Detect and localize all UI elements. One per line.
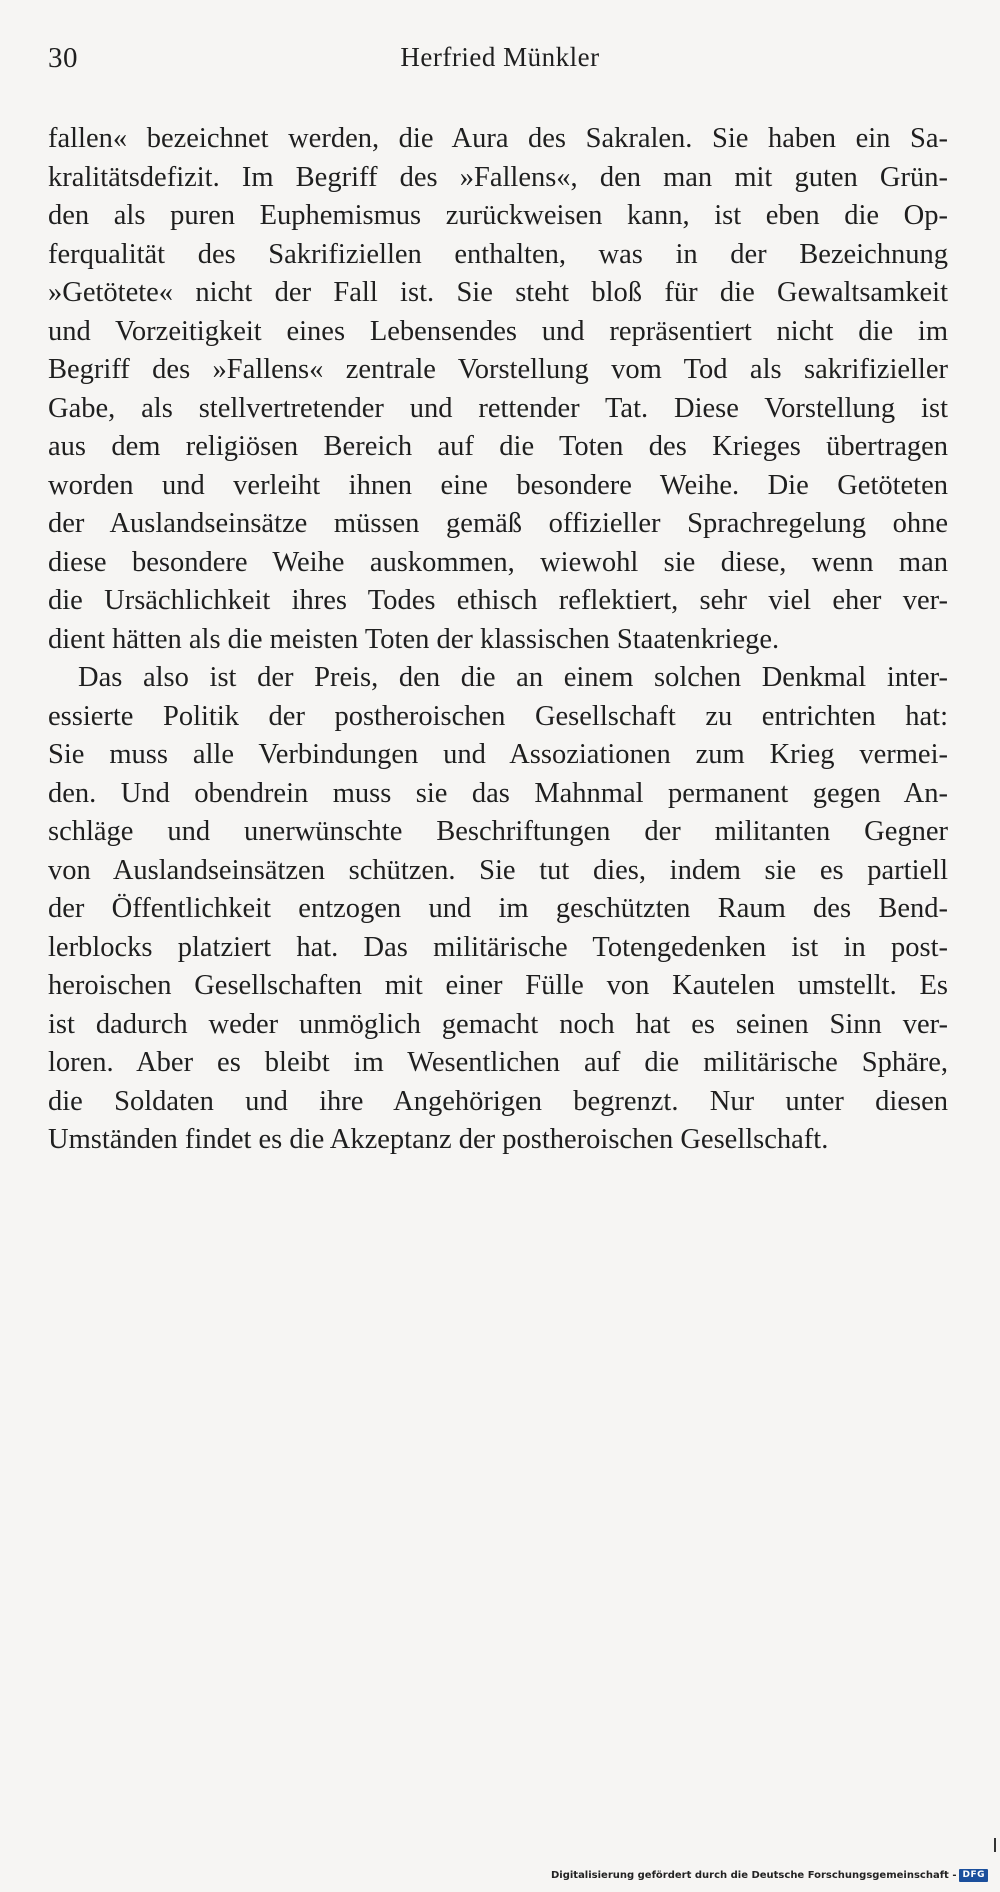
text-line: der Öffentlichkeit entzogen und im geschützten Raum des Bend- <box>48 893 948 924</box>
text-line: worden und verleiht ihnen eine besondere Weihe. Die Getöteten <box>48 469 948 501</box>
text-line: dient hätten als die meisten Toten der klassischen Staatenkriege. <box>48 623 780 655</box>
text-line: schläge und unerwünschte Beschriftungen der militanten Gegner <box>48 816 948 847</box>
text-line: loren. Aber es bleibt im Wesentlichen auf die militärische Sphäre, <box>48 1047 948 1078</box>
text-line: der Auslandseinsätze müssen gemäß offizieller Sprachregelung ohne <box>48 508 948 539</box>
funding-credit: Digitalisierung gefördert durch die Deutsche Forschungsgemeinschaft - <box>550 1870 957 1881</box>
text-line: fallen« bezeichnet werden, die Aura des Sakralen. Sie haben ein Sa- <box>48 123 948 154</box>
text-line: ferqualität des Sakrifiziellen enthalten, was in der Bezeichnung <box>48 238 948 270</box>
text-line: ist dadurch weder unmöglich gemacht noch hat es seinen Sinn ver- <box>48 1008 948 1040</box>
page-header <box>48 42 952 82</box>
text-line: Gabe, als stellvertretender und rettender Tat. Diese Vorstellung ist <box>48 392 948 424</box>
text-line: heroischen Gesellschaften mit einer Fülle von Kautelen umstellt. Es <box>48 970 948 1001</box>
text-line: den. Und obendrein muss sie das Mahnmal permanent gegen An- <box>48 777 948 809</box>
paragraph-2 <box>48 659 948 1160</box>
text-line: Umständen findet es die Akzeptanz der postheroischen Gesellschaft. <box>48 1124 829 1155</box>
text-line: und Vorzeitigkeit eines Lebensendes und repräsentiert nicht die im <box>48 315 948 347</box>
text-line: »Getötete« nicht der Fall ist. Sie steht bloß für die Gewaltsamkeit <box>48 277 948 308</box>
page-number: 30 <box>48 42 78 74</box>
paragraph-1 <box>48 120 948 659</box>
text-line: diese besondere Weihe auskommen, wiewohl sie diese, wenn man <box>48 546 948 578</box>
text-line: Das also ist der Preis, den die an einem solchen Denkmal inter- <box>78 662 948 693</box>
text-line: von Auslandseinsätzen schützen. Sie tut dies, indem sie es partiell <box>48 854 948 886</box>
text-line: Begriff des »Fallens« zentrale Vorstellung vom Tod als sakrifizieller <box>48 354 948 385</box>
scan-edge-mark <box>994 1838 996 1852</box>
text-line: die Soldaten und ihre Angehörigen begrenzt. Nur unter diesen <box>48 1085 948 1117</box>
body-text <box>48 120 948 1160</box>
text-line: Sie muss alle Verbindungen und Assoziationen zum Krieg vermei- <box>48 739 948 770</box>
text-line: lerblocks platziert hat. Das militärische Totengedenken ist in post- <box>48 931 948 963</box>
text-line: essierte Politik der postheroischen Gesellschaft zu entrichten hat: <box>48 700 948 732</box>
dfg-logo-icon: DFG <box>959 1869 988 1882</box>
running-head: Herfried Münkler <box>400 42 600 72</box>
text-line: kralitätsdefizit. Im Begriff des »Fallens«, den man mit guten Grün- <box>48 161 948 193</box>
text-line: die Ursächlichkeit ihres Todes ethisch reflektiert, sehr viel eher ver- <box>48 585 948 616</box>
text-line: den als puren Euphemismus zurückweisen kann, ist eben die Op- <box>48 200 948 231</box>
text-line: aus dem religiösen Bereich auf die Toten des Krieges übertragen <box>48 431 948 462</box>
digitization-footer <box>551 1869 988 1882</box>
